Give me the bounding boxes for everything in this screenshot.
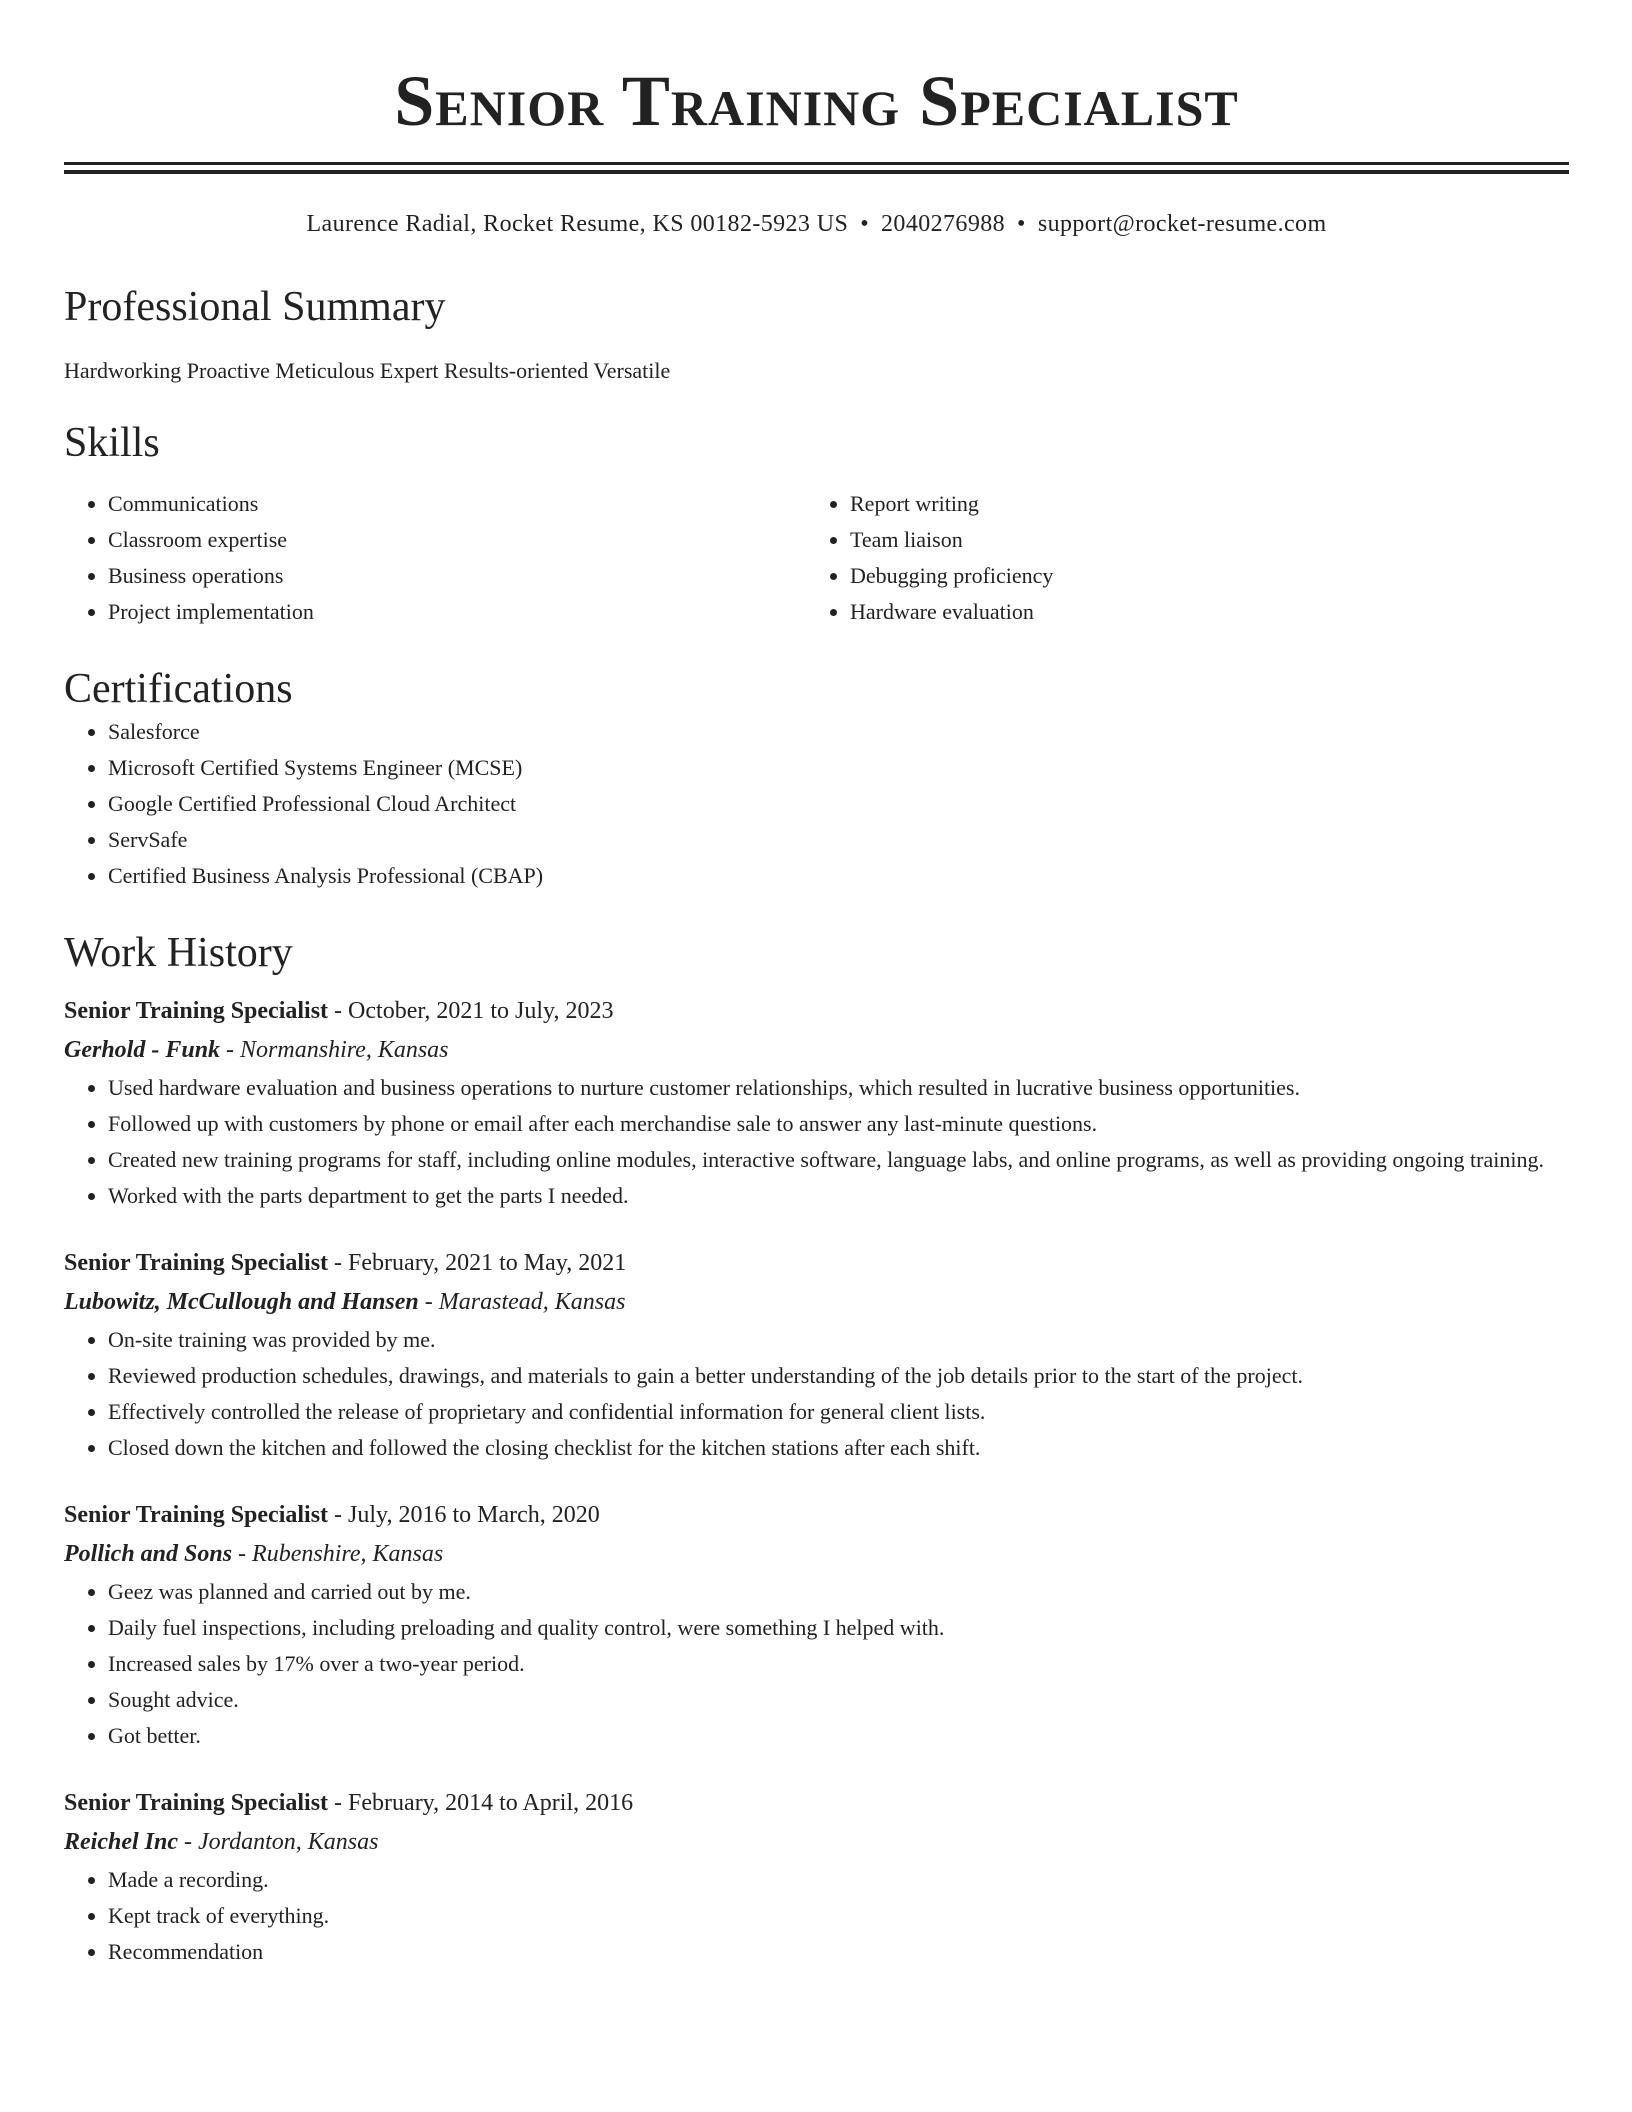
section-heading-work-history: Work History: [64, 930, 293, 976]
contact-separator: •: [1017, 211, 1026, 237]
section-heading-summary: Professional Summary: [64, 284, 446, 330]
skills-grid: [64, 486, 1569, 630]
job-bullet: • Geez was planned and carried out by me.: [108, 1574, 1569, 1610]
title-divider-bottom: [64, 170, 1569, 174]
certification-item: • Google Certified Professional Cloud Architect: [108, 786, 1569, 822]
job-bullet: • Worked with the parts department to get the parts I needed.: [108, 1178, 1569, 1214]
contact-address: Laurence Radial, Rocket Resume, KS 00182-5923 US: [306, 211, 849, 237]
resume-title: Senior Training Specialist: [394, 61, 1239, 141]
job-bullet: • Increased sales by 17% over a two-year period.: [108, 1646, 1569, 1682]
job-bullets: [64, 1070, 1569, 1214]
job-bullet: • Closed down the kitchen and followed the closing checklist for the kitchen stations after each shift.: [108, 1430, 1569, 1466]
job-dates: February, 2021 to May, 2021: [348, 1250, 627, 1276]
employer-location: Marastead, Kansas: [438, 1289, 626, 1315]
job-title: Senior Training Specialist: [64, 1502, 329, 1528]
section-heading-skills: Skills: [64, 420, 160, 466]
job-title-line: [64, 1784, 1569, 1822]
skill-item: • Communications: [108, 486, 806, 522]
job-dash: -: [232, 1541, 253, 1567]
job-entry: [64, 992, 1569, 1214]
resume-page: [64, 0, 1569, 1970]
certification-item: • Certified Business Analysis Professional (CBAP): [108, 858, 1569, 894]
job-bullets: [64, 1862, 1569, 1970]
job-entry: [64, 1784, 1569, 1970]
job-title-line: [64, 1244, 1569, 1282]
job-dash: -: [328, 1250, 349, 1276]
job-dates: February, 2014 to April, 2016: [348, 1790, 634, 1816]
job-title-line: [64, 1496, 1569, 1534]
job-bullet: • Created new training programs for staff, including online modules, interactive software, language labs, and online programs, as well as providing ongoing training.: [108, 1142, 1569, 1178]
job-dash: -: [328, 1502, 349, 1528]
job-bullet: • Effectively controlled the release of proprietary and confidential information for general client lists.: [108, 1394, 1569, 1430]
job-bullets: [64, 1574, 1569, 1754]
job-dash: -: [328, 998, 349, 1024]
employer-line: [64, 1822, 1569, 1862]
job-title: Senior Training Specialist: [64, 1790, 329, 1816]
employer-name: Gerhold - Funk: [64, 1037, 221, 1063]
skill-item: • Report writing: [850, 486, 1548, 522]
contact-separator: •: [860, 211, 870, 237]
certifications-list: [64, 714, 1569, 894]
summary-text: Hardworking Proactive Meticulous Expert Results-oriented Versatile: [64, 358, 671, 383]
job-bullet: • Kept track of everything.: [108, 1898, 1569, 1934]
job-bullets: [64, 1322, 1569, 1466]
skill-item: • Team liaison: [850, 522, 1548, 558]
skills-list-left: [64, 486, 806, 630]
employer-location: Normanshire, Kansas: [240, 1037, 449, 1063]
skill-item: • Classroom expertise: [108, 522, 806, 558]
job-bullet: • Made a recording.: [108, 1862, 1569, 1898]
certification-item: • Salesforce: [108, 714, 1569, 750]
employer-line: [64, 1030, 1569, 1070]
employer-name: Reichel Inc: [64, 1829, 178, 1855]
job-entry: [64, 1496, 1569, 1754]
section-heading-certifications: Certifications: [64, 666, 293, 712]
job-bullet: • Recommendation: [108, 1934, 1569, 1970]
job-dash: -: [220, 1037, 241, 1063]
employer-name: Pollich and Sons: [64, 1541, 233, 1567]
job-bullet: • Reviewed production schedules, drawings, and materials to gain a better understanding of the job details prior to the start of the project.: [108, 1358, 1569, 1394]
skill-item: • Business operations: [108, 558, 806, 594]
job-bullet: • Got better.: [108, 1718, 1569, 1754]
employer-line: [64, 1282, 1569, 1322]
skill-item: • Project implementation: [108, 594, 806, 630]
job-title-line: [64, 992, 1569, 1030]
job-dates: July, 2016 to March, 2020: [348, 1502, 600, 1528]
skills-column-left: [64, 486, 806, 630]
contact-phone: 2040276988: [881, 211, 1006, 237]
employer-line: [64, 1534, 1569, 1574]
contact-email: support@rocket-resume.com: [1037, 211, 1327, 237]
skill-item: • Debugging proficiency: [850, 558, 1548, 594]
job-bullet: • On-site training was provided by me.: [108, 1322, 1569, 1358]
job-dash: -: [328, 1790, 349, 1816]
job-entry: [64, 1244, 1569, 1466]
skill-item: • Hardware evaluation: [850, 594, 1548, 630]
title-divider-top: [64, 162, 1569, 165]
certification-item: • Microsoft Certified Systems Engineer (MCSE): [108, 750, 1569, 786]
skills-column-right: [806, 486, 1548, 630]
employer-location: Jordanton, Kansas: [198, 1829, 379, 1855]
job-title: Senior Training Specialist: [64, 1250, 329, 1276]
job-bullet: • Daily fuel inspections, including preloading and quality control, were something I helped with.: [108, 1610, 1569, 1646]
employer-name: Lubowitz, McCullough and Hansen: [64, 1289, 419, 1315]
job-bullet: • Followed up with customers by phone or email after each merchandise sale to answer any last-minute questions.: [108, 1106, 1569, 1142]
certification-item: • ServSafe: [108, 822, 1569, 858]
job-title: Senior Training Specialist: [64, 998, 329, 1024]
job-dash: -: [418, 1289, 439, 1315]
contact-line: [64, 208, 1569, 240]
job-dates: October, 2021 to July, 2023: [348, 998, 614, 1024]
skills-list-right: [806, 486, 1548, 630]
employer-location: Rubenshire, Kansas: [252, 1541, 444, 1567]
job-dash: -: [178, 1829, 198, 1855]
job-bullet: • Used hardware evaluation and business operations to nurture customer relationships, which resulted in lucrative business opportunities.: [108, 1070, 1569, 1106]
job-bullet: • Sought advice.: [108, 1682, 1569, 1718]
